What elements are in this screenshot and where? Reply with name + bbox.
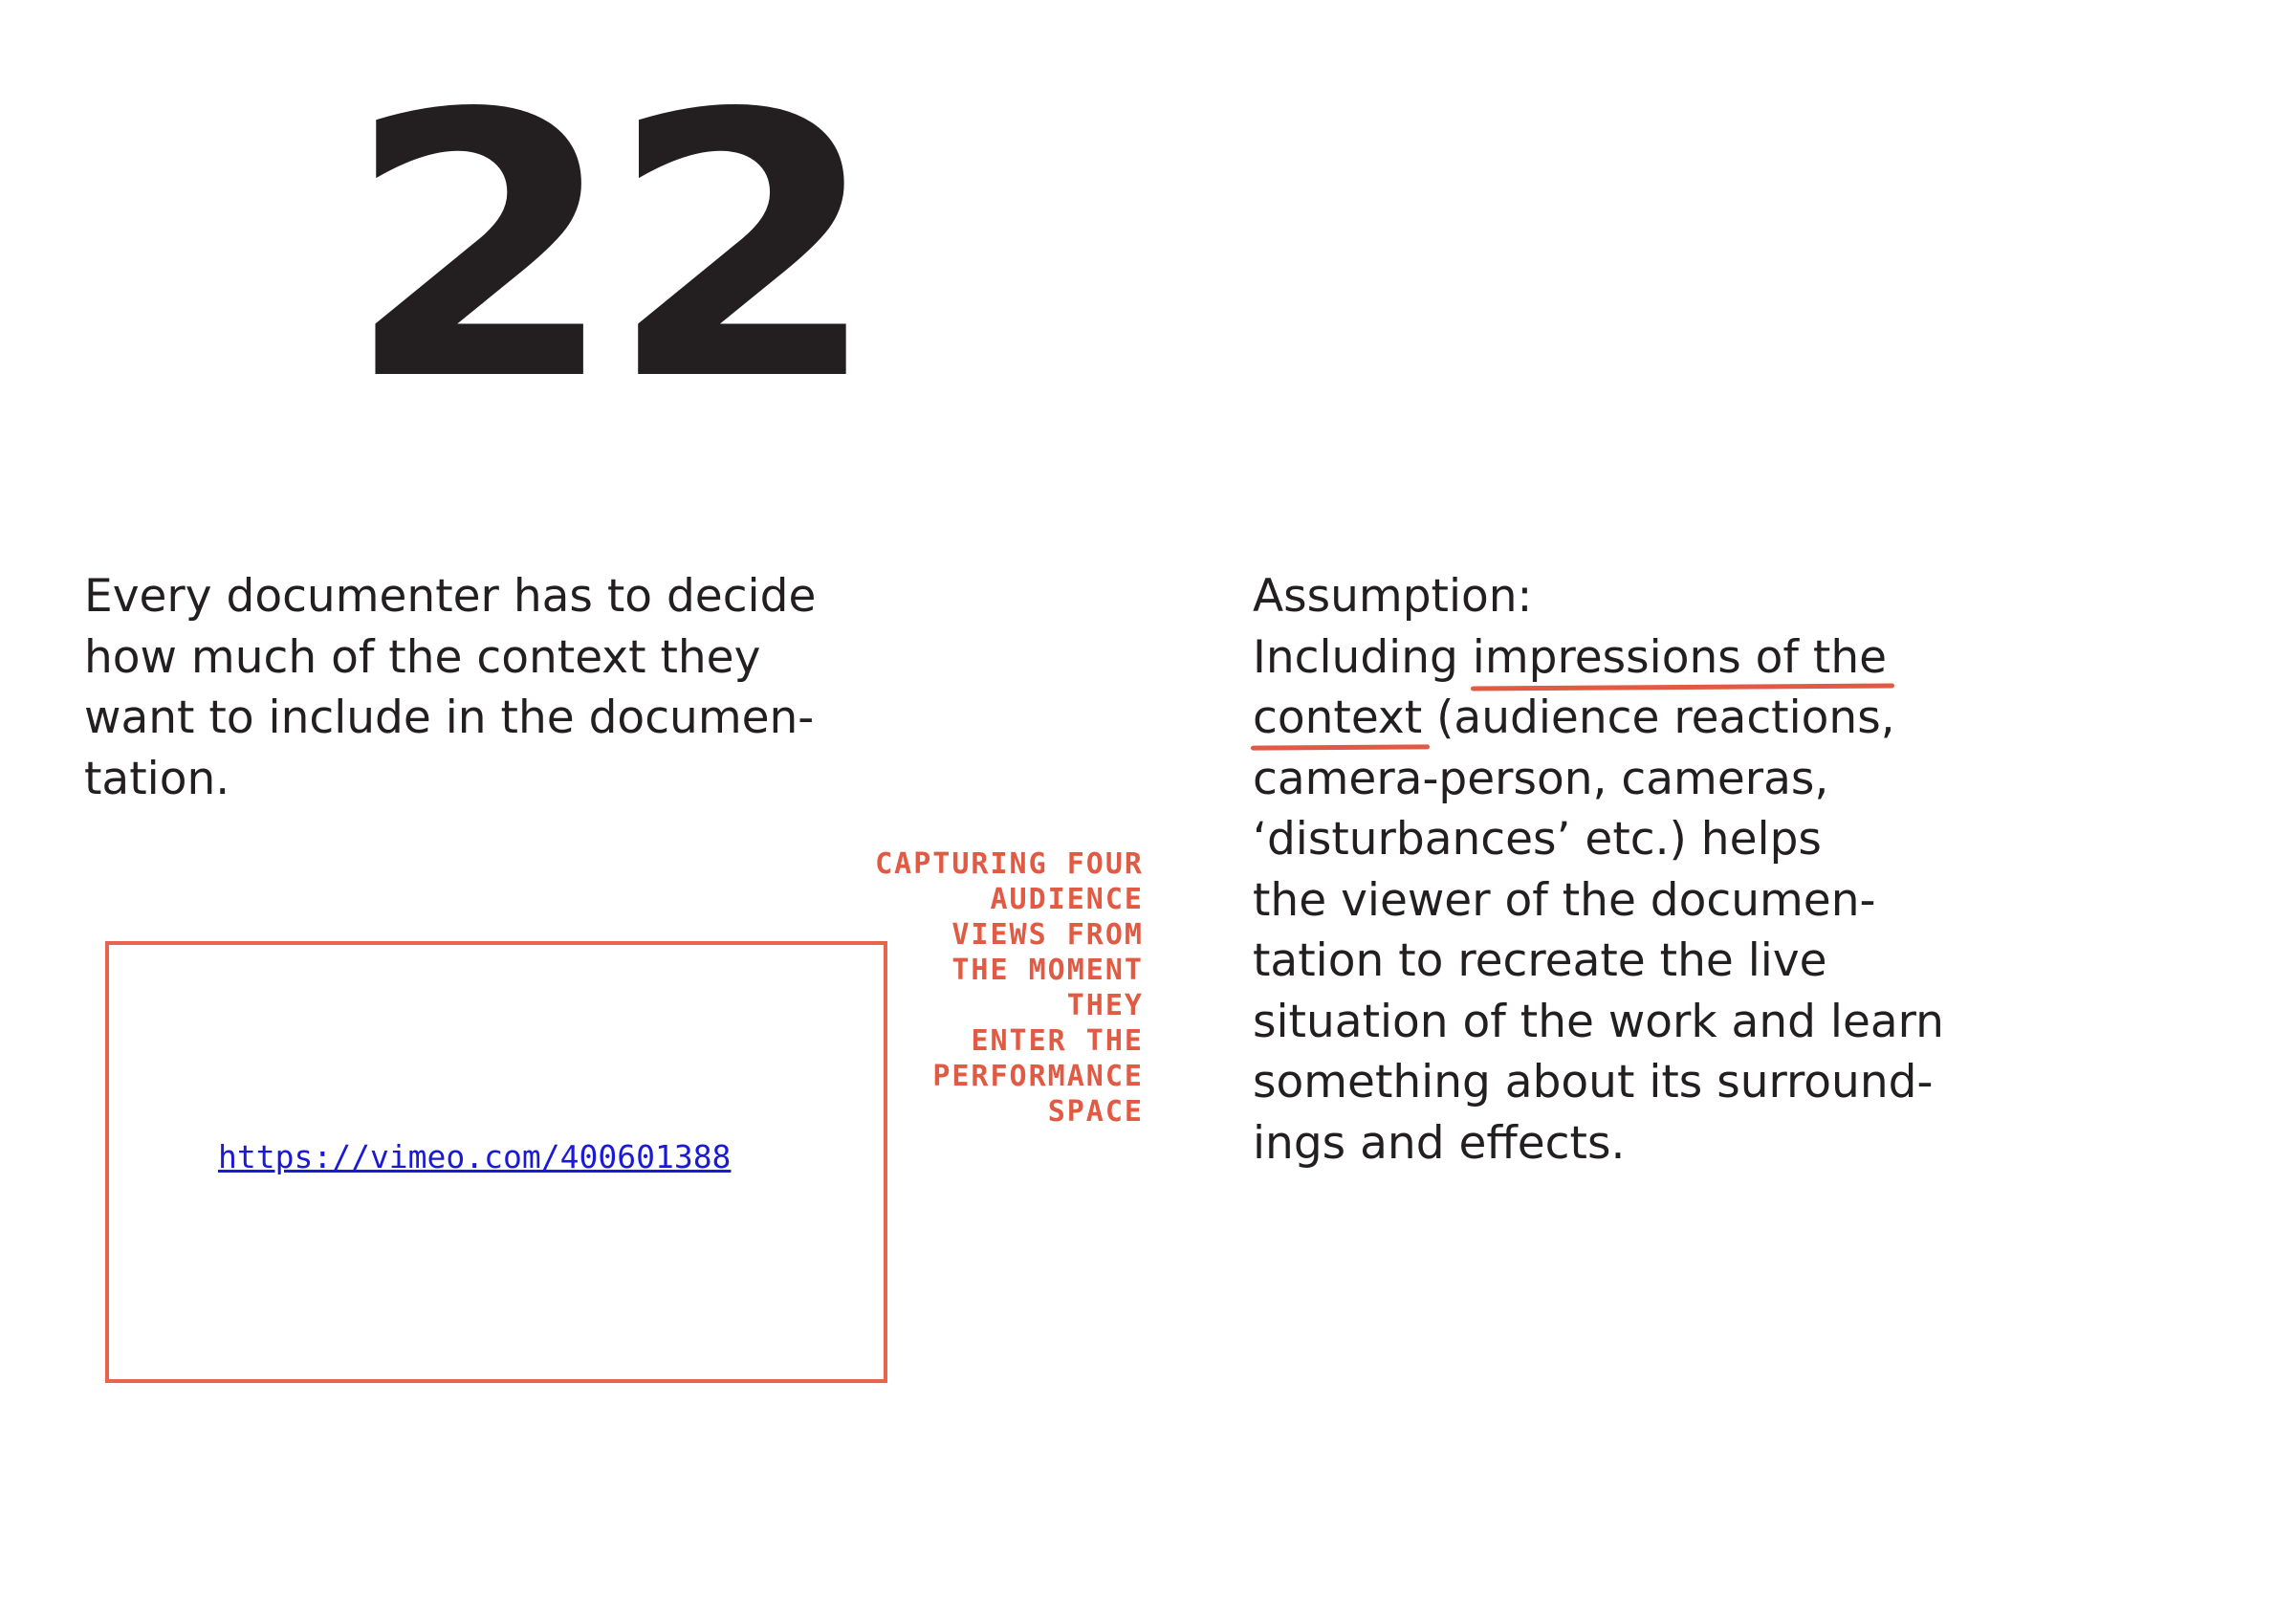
annotation-line: THE MOMENT [951,954,1144,987]
assumption-line: camera-person, cameras, [1253,752,1829,805]
left-paragraph [84,566,816,809]
left-paragraph-line: tation. [84,752,230,805]
assumption-text: (audience reactions, [1422,691,1895,744]
assumption-line: ings and effects. [1253,1116,1626,1170]
assumption-heading: Assumption: [1253,570,1533,623]
assumption-paragraph [1253,566,1944,1174]
assumption-line: something about its surround- [1253,1056,1934,1108]
assumption-line: ‘disturbances’ etc.) helps [1253,813,1822,866]
annotation-line: VIEWS FROM [951,918,1144,952]
annotation-line: SPACE [1047,1095,1144,1129]
annotation-line: CAPTURING FOUR [875,847,1144,881]
assumption-line [1253,627,1944,689]
assumption-text: Including [1253,630,1473,684]
assumption-line: the viewer of the documen- [1253,873,1876,927]
annotation-line: PERFORMANCE [932,1060,1144,1093]
highlighted-phrase: impressions of the [1472,630,1888,684]
left-paragraph-line: Every documenter has to decide [84,570,817,623]
highlighted-phrase: context [1253,691,1423,744]
annotation-line: AUDIENCE [990,883,1144,916]
page-number: 22 [344,36,870,460]
assumption-line [1253,688,1944,749]
video-link[interactable]: https://vimeo.com/400601388 [218,1138,732,1175]
left-paragraph-line: how much of the context they [84,630,761,684]
assumption-line: situation of the work and learn [1253,995,1944,1048]
handwritten-annotation [875,846,1144,1130]
annotation-line: ENTER THE [971,1024,1144,1058]
annotation-line: THEY [1066,989,1144,1022]
left-paragraph-line: want to include in the documen- [84,691,815,744]
assumption-line: tation to recreate the live [1253,934,1827,987]
